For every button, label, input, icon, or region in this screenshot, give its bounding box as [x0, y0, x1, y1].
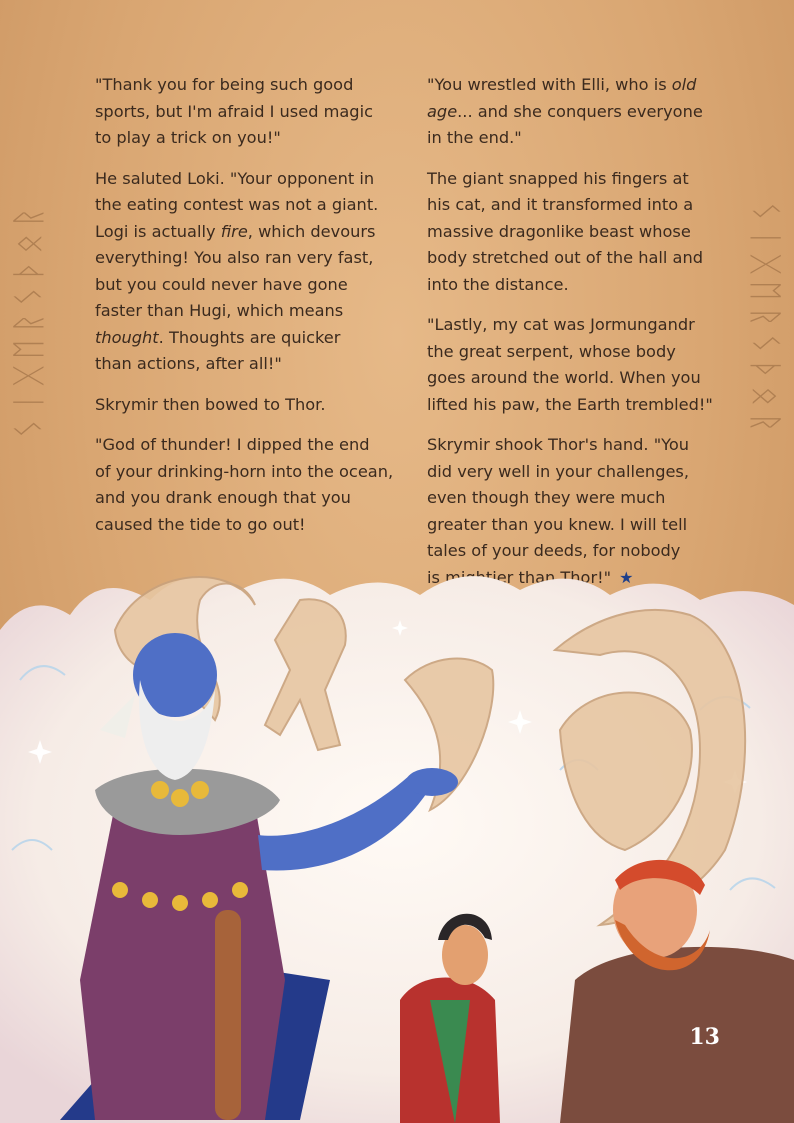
paragraph: The giant snapped his fingers at his cat, and it transformed into a massive dragonlike beast whose body stretched out of the hall and into the distance. [427, 168, 703, 294]
illustration [0, 560, 794, 1123]
text-column-right [427, 72, 717, 605]
rune-border-right [736, 40, 794, 600]
rune-border-left [0, 40, 58, 600]
page-number: 13 [689, 1024, 720, 1050]
paragraph: Skrymir then bowed to Thor. [95, 394, 326, 414]
rune-text-right: ᛊᛁᚷᛖᚱᛊᚦᛟᚱ [745, 201, 785, 439]
paragraph: Skrymir shook Thor's hand. "You did very well in your challenges, even though they were much greater than you knew. I will tell tales of your deeds, for nobody is than Thor!" ★ [427, 435, 690, 587]
text-column-left [95, 72, 395, 552]
paragraph: He saluted Loki. "Your opponent in the eating contest was not a giant. Logi is actually fire, which devours everything! You also ran very fast, but you could never have gone faster than Hugi, which means thought. Thoughts are quicker than actions, after all!" [95, 168, 379, 373]
paragraph: "Lastly, my cat was Jormungandr the great serpent, whose body goes around the world. When you lifted his paw, the Earth trembled!" [427, 315, 713, 414]
paragraph: "Thank you for being such good sports, but I'm afraid I used magic to play a trick on you!" [95, 75, 373, 147]
rune-text-left: ᛊᛁᚷᛖᚱᛊᚦᛟᚱ [9, 201, 49, 439]
paragraph: "God of thunder! I dipped the end of your drinking-horn into the ocean, and you drank enough that you caused the tide to go out! [95, 435, 394, 534]
star-end-mark-icon: ★ [619, 567, 634, 587]
paragraph: "You wrestled with Elli, who is old age... and she conquers everyone in the end." [427, 75, 703, 147]
